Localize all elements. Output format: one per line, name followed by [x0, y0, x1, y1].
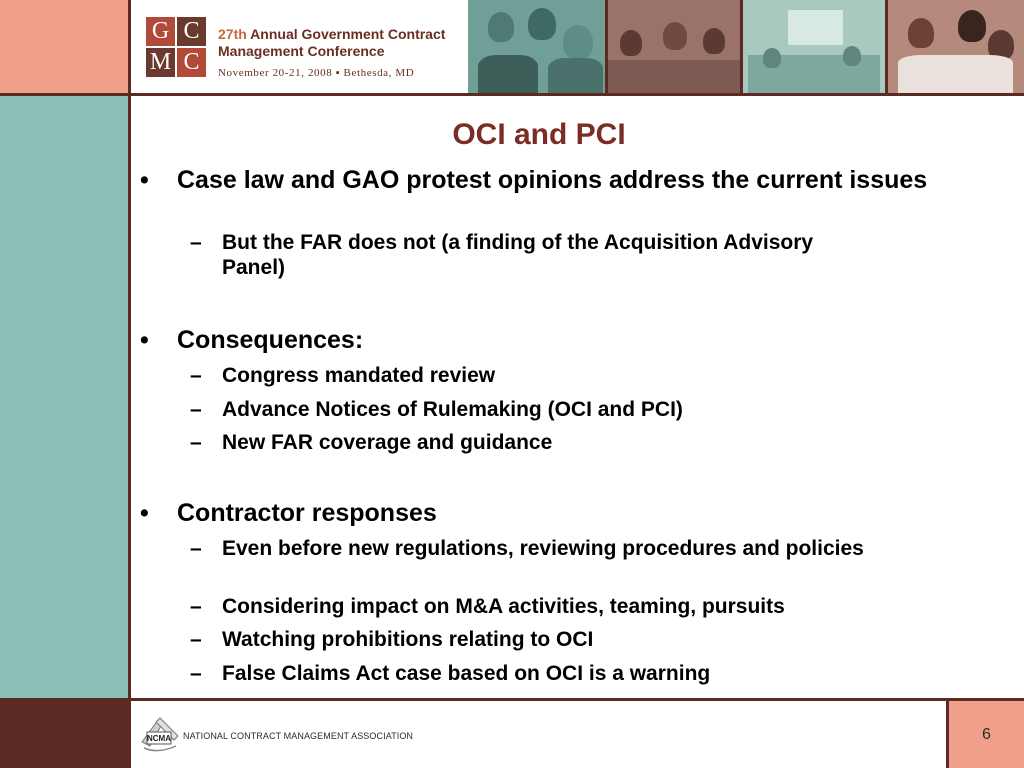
sub-bullet-item: Even before new regulations, reviewing procedures and policies — [222, 537, 864, 560]
page-number: 6 — [982, 726, 991, 743]
sub-bullet-item: New FAR coverage and guidance — [222, 431, 553, 454]
left-sidebar-band — [0, 96, 128, 698]
gcmc-logo — [146, 17, 206, 77]
sub-bullet-item: Watching prohibitions relating to OCI — [222, 628, 594, 651]
dash-marker: – — [190, 431, 202, 454]
dash-marker: – — [190, 628, 202, 651]
dash-marker: – — [190, 537, 202, 560]
bullet-item: Contractor responses — [177, 499, 437, 527]
sub-bullet-item: Congress mandated review — [222, 364, 496, 387]
header-corner-block — [0, 0, 128, 93]
conference-title-line1: Annual Government Contract — [250, 26, 446, 42]
slide-title: OCI and PCI — [452, 118, 626, 151]
header-photo-2 — [608, 0, 740, 93]
dash-marker: – — [190, 662, 202, 685]
bullet-marker: • — [140, 166, 149, 194]
sidebar-divider — [128, 96, 131, 698]
bullet-item: Case law and GAO protest opinions address the current issues — [177, 166, 928, 194]
ncma-logo-icon — [138, 712, 182, 756]
footer-org-name: NATIONAL CONTRACT MANAGEMENT ASSOCIATION — [183, 731, 414, 741]
sub-bullet-item: Advance Notices of Rulemaking (OCI and PCI) — [222, 398, 683, 421]
dash-marker: – — [190, 398, 202, 421]
conference-ordinal: 27th — [218, 26, 247, 42]
conference-title — [218, 26, 468, 60]
gcmc-logo-letter: C — [177, 48, 206, 77]
sub-bullet-item: Considering impact on M&A activities, teaming, pursuits — [222, 595, 785, 618]
bullet-marker: • — [140, 499, 149, 527]
sub-bullet-item: False Claims Act case based on OCI is a warning — [222, 662, 711, 685]
gcmc-logo-letter: C — [177, 17, 206, 46]
dash-marker: – — [190, 231, 202, 254]
bullet-marker: • — [140, 326, 149, 354]
sub-bullet-item: But the FAR does not (a finding of the Acquisition Advisory Panel) — [222, 231, 814, 279]
footer-left-block — [0, 701, 128, 768]
header-photo-4 — [888, 0, 1024, 93]
header-divider — [0, 93, 1024, 96]
dash-marker: – — [190, 364, 202, 387]
conference-date: November 20-21, 2008 ▪ Bethesda, MD — [218, 67, 415, 79]
header-photo-3 — [743, 0, 885, 93]
dash-marker: – — [190, 595, 202, 618]
conference-title-line2: Management Conference — [218, 43, 385, 59]
bullet-item: Consequences: — [177, 326, 364, 354]
ncma-logo-text: NCMA — [147, 734, 171, 743]
header-photo-1 — [468, 0, 605, 93]
gcmc-logo-letter: M — [146, 48, 175, 77]
gcmc-logo-letter: G — [146, 17, 175, 46]
